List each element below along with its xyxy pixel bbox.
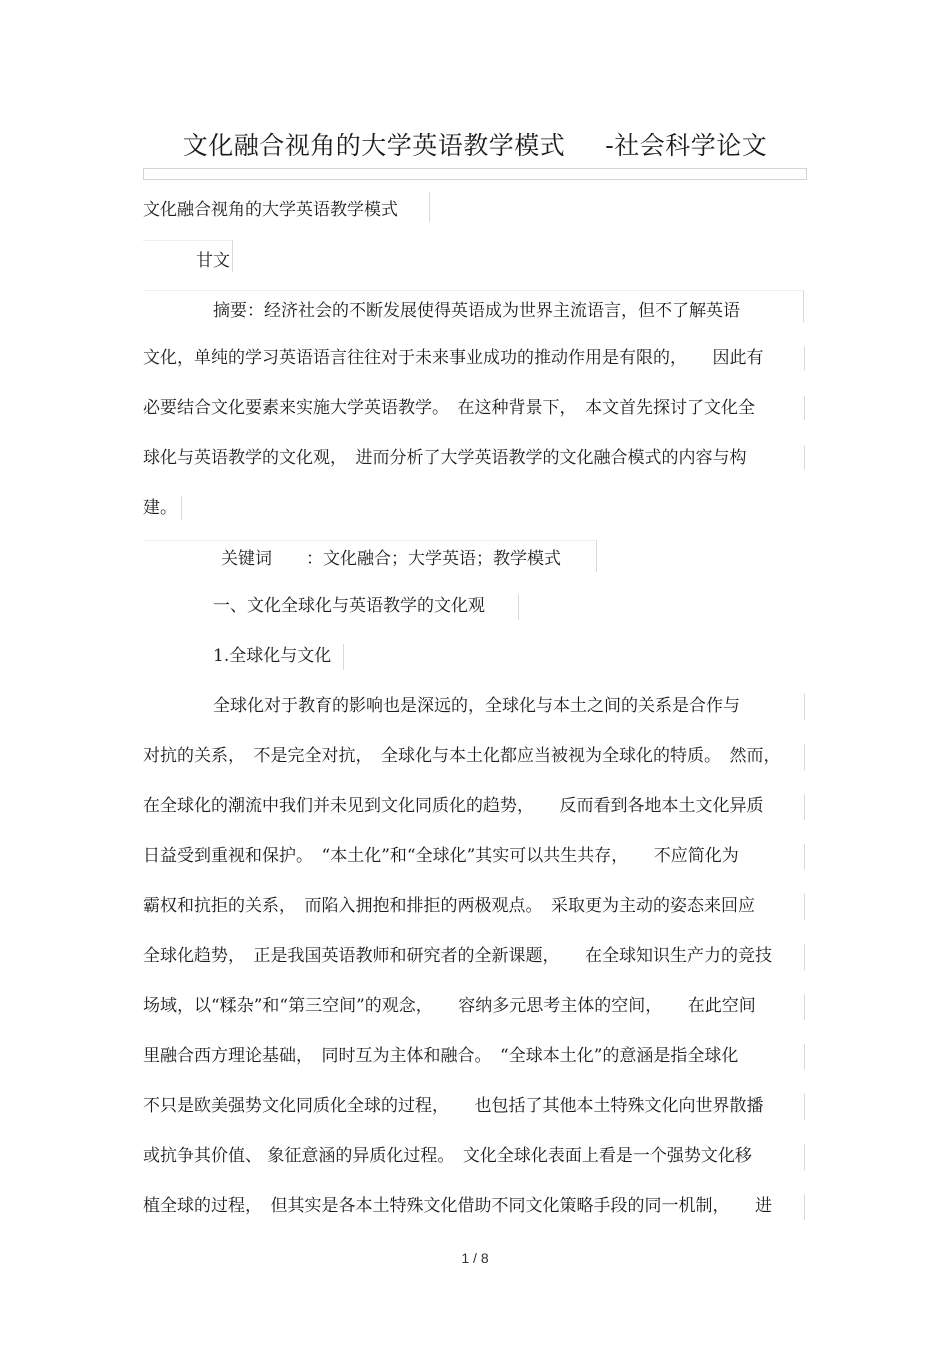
- section-heading: 一、文化全球化与英语教学的文化观: [213, 594, 519, 620]
- author-name: 甘文: [143, 240, 233, 272]
- abstract-line-4: 球化与英语教学的文化观， 进而分析了大学英语教学的文化融合模式的内容与构: [143, 446, 805, 470]
- title-suffix: -社会科学论文: [605, 131, 768, 160]
- abstract-line-2: 文化，单纯的学习英语语言往往对于未来事业成功的推动作用是有限的， 因此有: [143, 346, 805, 370]
- title-underline: [143, 168, 807, 180]
- subsection-heading: 1.全球化与文化: [213, 644, 344, 670]
- body-line-11: 植全球的过程， 但其实是各本土特殊文化借助不同文化策略手段的同一机制， 进: [143, 1194, 805, 1220]
- body-line-2: 对抗的关系， 不是完全对抗， 全球化与本土化都应当被视为全球化的特质。 然而，: [143, 744, 805, 770]
- document-title: [0, 128, 950, 164]
- article-subtitle: 文化融合视角的大学英语教学模式: [143, 192, 430, 222]
- body-line-4: 日益受到重视和保护。 “本土化”和“全球化”其实可以共生共存， 不应简化为: [143, 844, 805, 870]
- page-number: 1 / 8: [461, 1250, 489, 1266]
- body-line-3: 在全球化的潮流中我们并未见到文化同质化的趋势， 反而看到各地本土文化异质: [143, 794, 805, 820]
- body-line-6: 全球化趋势， 正是我国英语教师和研究者的全新课题， 在全球知识生产力的竞技: [143, 944, 805, 970]
- body-line-9: 不只是欧美强势文化同质化全球的过程， 也包括了其他本土特殊文化向世界散播: [143, 1094, 805, 1120]
- abstract-line-1: 摘要：经济社会的不断发展使得英语成为世界主流语言，但不了解英语: [143, 290, 804, 322]
- keywords-line: 关键词 ：文化融合；大学英语；教学模式: [143, 540, 597, 572]
- title-main: 文化融合视角的大学英语教学模式: [182, 131, 566, 160]
- abstract-line-3: 必要结合文化要素来实施大学英语教学。 在这种背景下， 本文首先探讨了文化全: [143, 396, 805, 420]
- body-line-1: 全球化对于教育的影响也是深远的，全球化与本土之间的关系是合作与: [213, 694, 805, 720]
- body-line-7: 场域，以“糅杂”和“第三空间”的观念， 容纳多元思考主体的空间， 在此空间: [143, 994, 805, 1020]
- abstract-line-5: 建。: [143, 496, 182, 520]
- body-line-8: 里融合西方理论基础， 同时互为主体和融合。 “全球本土化”的意涵是指全球化: [143, 1044, 805, 1070]
- body-line-10: 或抗争其价值、 象征意涵的异质化过程。 文化全球化表面上看是一个强势文化移: [143, 1144, 805, 1170]
- body-line-5: 霸权和抗拒的关系， 而陷入拥抱和排拒的两极观点。 采取更为主动的姿态来回应: [143, 894, 805, 920]
